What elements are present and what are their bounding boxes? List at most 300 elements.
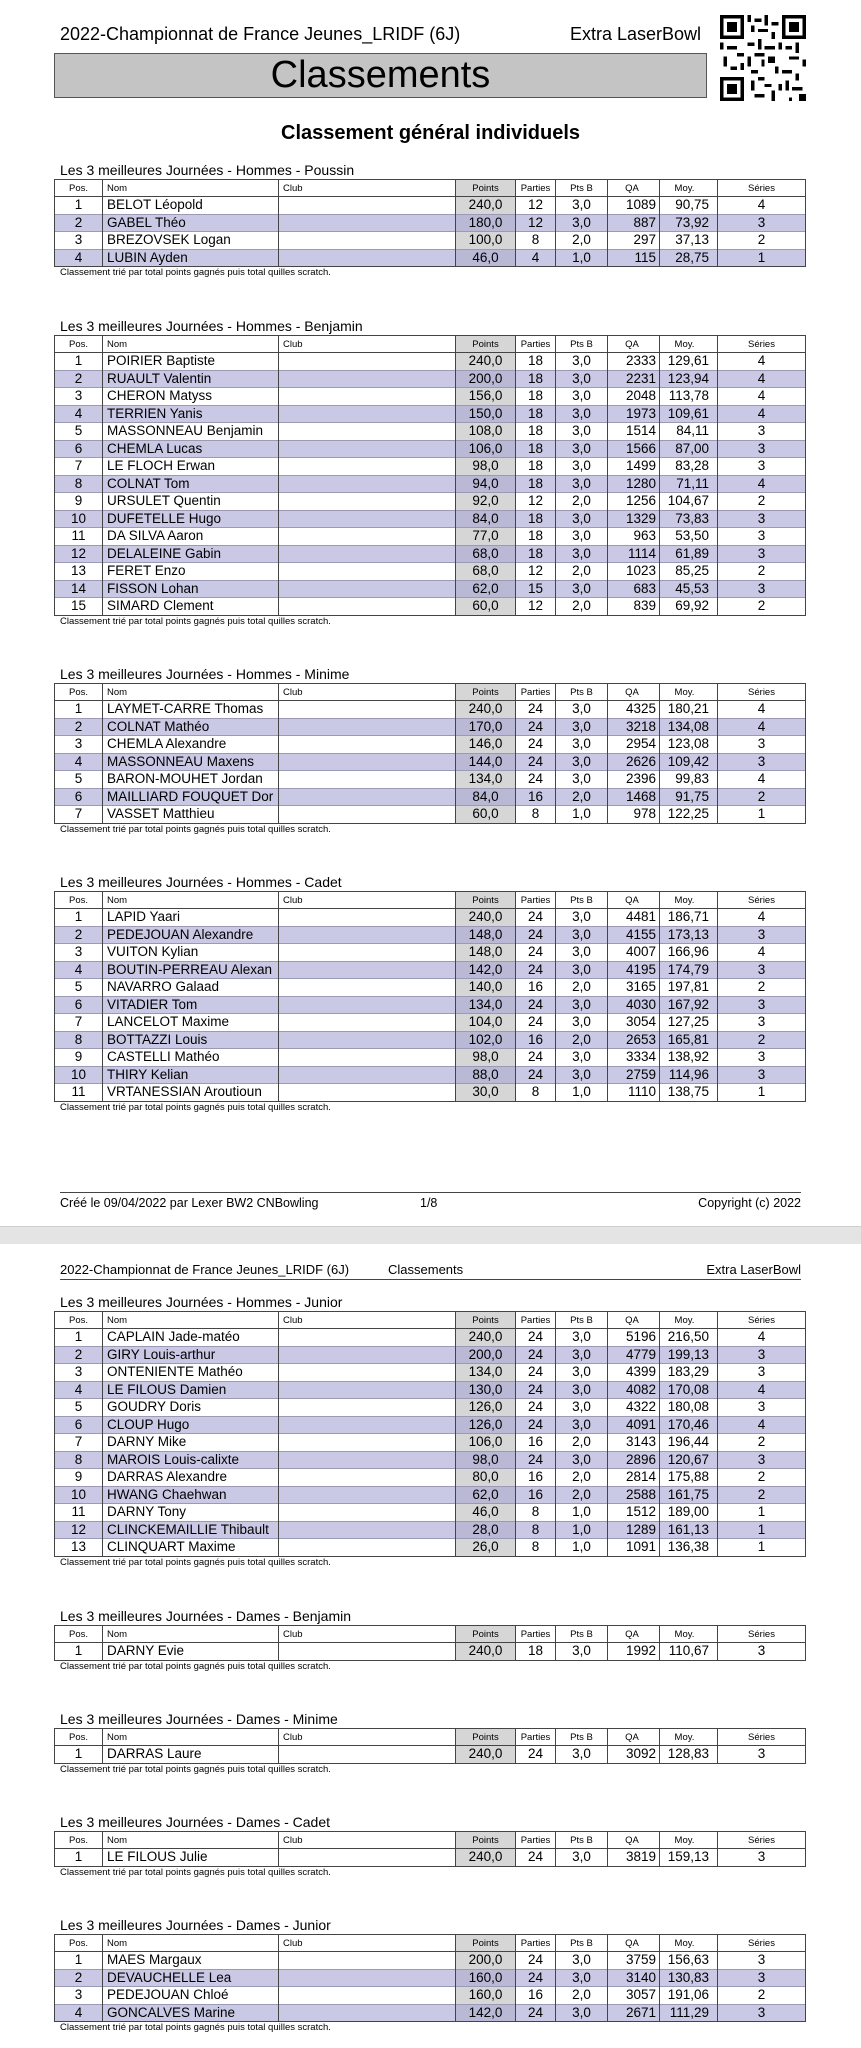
cell-player-name: VRTANESSIAN Aroutioun — [103, 1084, 279, 1102]
cell-moyenne: 73,92 — [660, 214, 718, 232]
table-row — [55, 1451, 806, 1469]
table-row — [55, 1364, 806, 1382]
column-header-pts-b: Pts B — [556, 684, 608, 701]
cell-qa: 1566 — [608, 440, 660, 458]
cell-pts-b: 3,0 — [556, 736, 608, 754]
cell-points: 240,0 — [456, 909, 516, 927]
cell-series: 3 — [718, 510, 806, 528]
sort-note: Classement trié par total points gagnés puis total quilles scratch. — [60, 615, 331, 627]
cell-qa: 4779 — [608, 1346, 660, 1364]
cell-moyenne: 180,08 — [660, 1399, 718, 1417]
cell-moyenne: 37,13 — [660, 232, 718, 250]
cell-moyenne: 28,75 — [660, 249, 718, 267]
cell-player-name: LAPID Yaari — [103, 909, 279, 927]
table-row — [55, 701, 806, 719]
cell-pts-b: 3,0 — [556, 1643, 608, 1661]
cell-player-name: BOTTAZZI Louis — [103, 1031, 279, 1049]
cell-player-name: LE FILOUS Julie — [103, 1849, 279, 1867]
column-header-player-name: Nom — [103, 892, 279, 909]
cell-club — [279, 440, 456, 458]
column-header-parties: Parties — [516, 684, 556, 701]
column-header-player-name: Nom — [103, 1935, 279, 1952]
column-header-moyenne: Moy. — [660, 1832, 718, 1849]
cell-series: 4 — [718, 718, 806, 736]
cell-player-name: LE FLOCH Erwan — [103, 458, 279, 476]
section-title: Les 3 meilleures Journées - Hommes - Benjamin — [60, 318, 363, 334]
cell-parties: 18 — [516, 405, 556, 423]
column-header-series: Séries — [718, 684, 806, 701]
cell-moyenne: 53,50 — [660, 528, 718, 546]
column-header-qa: QA — [608, 684, 660, 701]
cell-pts-b: 3,0 — [556, 961, 608, 979]
cell-parties: 8 — [516, 1084, 556, 1102]
cell-moyenne: 216,50 — [660, 1329, 718, 1347]
cell-parties: 4 — [516, 249, 556, 267]
cell-qa: 2333 — [608, 353, 660, 371]
cell-parties: 24 — [516, 1329, 556, 1347]
column-header-qa: QA — [608, 1935, 660, 1952]
table-row — [55, 563, 806, 581]
cell-pts-b: 1,0 — [556, 249, 608, 267]
cell-player-name: FERET Enzo — [103, 563, 279, 581]
cell-pts-b: 3,0 — [556, 944, 608, 962]
cell-position: 5 — [55, 979, 103, 997]
column-header-player-name: Nom — [103, 180, 279, 197]
cell-player-name: CLINCKEMAILLIE Thibault — [103, 1521, 279, 1539]
cell-points: 146,0 — [456, 736, 516, 754]
table-row — [55, 1031, 806, 1049]
cell-qa: 1114 — [608, 545, 660, 563]
cell-pts-b: 3,0 — [556, 440, 608, 458]
cell-moyenne: 191,06 — [660, 1987, 718, 2005]
cell-player-name: POIRIER Baptiste — [103, 353, 279, 371]
cell-parties: 18 — [516, 353, 556, 371]
column-header-series: Séries — [718, 892, 806, 909]
cell-club — [279, 1952, 456, 1970]
cell-position: 4 — [55, 405, 103, 423]
cell-player-name: CLINQUART Maxime — [103, 1539, 279, 1557]
cell-moyenne: 199,13 — [660, 1346, 718, 1364]
cell-moyenne: 111,29 — [660, 2004, 718, 2022]
column-header-position: Pos. — [55, 180, 103, 197]
cell-points: 156,0 — [456, 388, 516, 406]
cell-qa: 4082 — [608, 1381, 660, 1399]
cell-series: 4 — [718, 944, 806, 962]
cell-club — [279, 961, 456, 979]
cell-parties: 24 — [516, 1969, 556, 1987]
cell-pts-b: 2,0 — [556, 1434, 608, 1452]
table-row — [55, 2004, 806, 2022]
cell-position: 2 — [55, 1346, 103, 1364]
column-header-pts-b: Pts B — [556, 1935, 608, 1952]
cell-qa: 4007 — [608, 944, 660, 962]
cell-moyenne: 156,63 — [660, 1952, 718, 1970]
table-row — [55, 370, 806, 388]
cell-series: 3 — [718, 1014, 806, 1032]
cell-series: 4 — [718, 388, 806, 406]
cell-qa: 3759 — [608, 1952, 660, 1970]
cell-series: 4 — [718, 1416, 806, 1434]
cell-player-name: HWANG Chaehwan — [103, 1486, 279, 1504]
column-header-player-name: Nom — [103, 684, 279, 701]
cell-points: 104,0 — [456, 1014, 516, 1032]
cell-moyenne: 45,53 — [660, 580, 718, 598]
cell-qa: 5196 — [608, 1329, 660, 1347]
cell-series: 3 — [718, 1952, 806, 1970]
cell-club — [279, 423, 456, 441]
table-row — [55, 458, 806, 476]
cell-qa: 1468 — [608, 788, 660, 806]
cell-moyenne: 136,38 — [660, 1539, 718, 1557]
table-row — [55, 598, 806, 616]
cell-series: 2 — [718, 1469, 806, 1487]
cell-parties: 24 — [516, 1049, 556, 1067]
cell-moyenne: 167,92 — [660, 996, 718, 1014]
column-header-club: Club — [279, 336, 456, 353]
table-row — [55, 1521, 806, 1539]
cell-points: 142,0 — [456, 2004, 516, 2022]
cell-parties: 15 — [516, 580, 556, 598]
cell-club — [279, 1364, 456, 1382]
cell-qa: 1256 — [608, 493, 660, 511]
section-title: Les 3 meilleures Journées - Dames - Benjamin — [60, 1608, 352, 1624]
table-row — [55, 197, 806, 215]
cell-parties: 16 — [516, 1469, 556, 1487]
cell-series: 2 — [718, 788, 806, 806]
cell-parties: 16 — [516, 1486, 556, 1504]
cell-moyenne: 109,61 — [660, 405, 718, 423]
cell-position: 14 — [55, 580, 103, 598]
cell-pts-b: 3,0 — [556, 1329, 608, 1347]
document-title: 2022-Championnat de France Jeunes_LRIDF (6J) — [60, 24, 461, 44]
cell-club — [279, 214, 456, 232]
cell-parties: 24 — [516, 996, 556, 1014]
cell-moyenne: 87,00 — [660, 440, 718, 458]
column-header-club: Club — [279, 892, 456, 909]
cell-pts-b: 3,0 — [556, 475, 608, 493]
column-header-qa: QA — [608, 892, 660, 909]
cell-qa: 2626 — [608, 753, 660, 771]
cell-points: 30,0 — [456, 1084, 516, 1102]
cell-points: 170,0 — [456, 718, 516, 736]
section-dames-benjamin — [54, 1608, 805, 1673]
cell-player-name: MAILLIARD FOUQUET Dor — [103, 788, 279, 806]
cell-position: 3 — [55, 944, 103, 962]
cell-points: 98,0 — [456, 1049, 516, 1067]
cell-moyenne: 71,11 — [660, 475, 718, 493]
cell-points: 60,0 — [456, 806, 516, 824]
cell-moyenne: 113,78 — [660, 388, 718, 406]
table-row — [55, 1346, 806, 1364]
cell-club — [279, 753, 456, 771]
cell-moyenne: 120,67 — [660, 1451, 718, 1469]
cell-points: 92,0 — [456, 493, 516, 511]
table-row — [55, 1066, 806, 1084]
cell-club — [279, 944, 456, 962]
cell-pts-b: 2,0 — [556, 1987, 608, 2005]
table-row — [55, 214, 806, 232]
cell-parties: 24 — [516, 1346, 556, 1364]
sort-note: Classement trié par total points gagnés puis total quilles scratch. — [60, 1866, 331, 1878]
cell-player-name: GOUDRY Doris — [103, 1399, 279, 1417]
cell-club — [279, 788, 456, 806]
column-header-club: Club — [279, 180, 456, 197]
column-header-series: Séries — [718, 1935, 806, 1952]
cell-club — [279, 1049, 456, 1067]
cell-points: 46,0 — [456, 249, 516, 267]
cell-series: 3 — [718, 545, 806, 563]
table-row — [55, 528, 806, 546]
cell-qa: 1329 — [608, 510, 660, 528]
column-header-position: Pos. — [55, 1729, 103, 1746]
column-header-points: Points — [456, 1729, 516, 1746]
ranking-table — [54, 335, 806, 616]
cell-moyenne: 180,21 — [660, 701, 718, 719]
cell-pts-b: 3,0 — [556, 1849, 608, 1867]
cell-position: 4 — [55, 753, 103, 771]
cell-pts-b: 3,0 — [556, 1746, 608, 1764]
cell-moyenne: 159,13 — [660, 1849, 718, 1867]
cell-club — [279, 563, 456, 581]
cell-pts-b: 3,0 — [556, 1014, 608, 1032]
cell-player-name: GONCALVES Marine — [103, 2004, 279, 2022]
cell-pts-b: 3,0 — [556, 701, 608, 719]
footer-copyright: Copyright (c) 2022 — [698, 1196, 801, 1210]
cell-club — [279, 1451, 456, 1469]
cell-pts-b: 2,0 — [556, 1486, 608, 1504]
classements-banner: Classements — [54, 53, 707, 98]
cell-parties: 24 — [516, 961, 556, 979]
cell-player-name: MAROIS Louis-calixte — [103, 1451, 279, 1469]
cell-moyenne: 61,89 — [660, 545, 718, 563]
cell-pts-b: 3,0 — [556, 718, 608, 736]
cell-points: 68,0 — [456, 563, 516, 581]
cell-series: 2 — [718, 1031, 806, 1049]
column-header-moyenne: Moy. — [660, 1626, 718, 1643]
cell-position: 13 — [55, 1539, 103, 1557]
cell-pts-b: 2,0 — [556, 598, 608, 616]
table-row — [55, 996, 806, 1014]
cell-player-name: MASSONNEAU Maxens — [103, 753, 279, 771]
cell-parties: 18 — [516, 458, 556, 476]
cell-position: 10 — [55, 510, 103, 528]
cell-points: 80,0 — [456, 1469, 516, 1487]
table-row — [55, 423, 806, 441]
cell-player-name: LE FILOUS Damien — [103, 1381, 279, 1399]
cell-pts-b: 3,0 — [556, 197, 608, 215]
cell-series: 3 — [718, 1643, 806, 1661]
cell-qa: 3165 — [608, 979, 660, 997]
cell-series: 2 — [718, 563, 806, 581]
column-header-player-name: Nom — [103, 336, 279, 353]
cell-points: 240,0 — [456, 1329, 516, 1347]
cell-club — [279, 1521, 456, 1539]
cell-points: 126,0 — [456, 1416, 516, 1434]
cell-player-name: CHEMLA Lucas — [103, 440, 279, 458]
cell-qa: 4481 — [608, 909, 660, 927]
cell-series: 3 — [718, 214, 806, 232]
section-title: Les 3 meilleures Journées - Dames - Cadet — [60, 1814, 331, 1830]
table-row — [55, 806, 806, 824]
cell-club — [279, 979, 456, 997]
ranking-table — [54, 1831, 806, 1867]
cell-qa: 839 — [608, 598, 660, 616]
cell-points: 240,0 — [456, 1746, 516, 1764]
column-header-parties: Parties — [516, 1312, 556, 1329]
cell-qa: 1089 — [608, 197, 660, 215]
cell-player-name: LANCELOT Maxime — [103, 1014, 279, 1032]
cell-pts-b: 2,0 — [556, 979, 608, 997]
cell-club — [279, 510, 456, 528]
column-header-club: Club — [279, 684, 456, 701]
cell-series: 4 — [718, 353, 806, 371]
cell-points: 46,0 — [456, 1504, 516, 1522]
column-header-parties: Parties — [516, 1729, 556, 1746]
cell-position: 12 — [55, 545, 103, 563]
cell-club — [279, 1399, 456, 1417]
column-header-parties: Parties — [516, 1832, 556, 1849]
column-header-pts-b: Pts B — [556, 1832, 608, 1849]
table-row — [55, 388, 806, 406]
cell-series: 3 — [718, 2004, 806, 2022]
cell-points: 160,0 — [456, 1987, 516, 2005]
cell-moyenne: 196,44 — [660, 1434, 718, 1452]
cell-pts-b: 3,0 — [556, 545, 608, 563]
page-2-header — [60, 1260, 801, 1280]
cell-player-name: COLNAT Tom — [103, 475, 279, 493]
cell-qa: 1091 — [608, 1539, 660, 1557]
cell-pts-b: 3,0 — [556, 353, 608, 371]
cell-player-name: COLNAT Mathéo — [103, 718, 279, 736]
cell-moyenne: 189,00 — [660, 1504, 718, 1522]
ranking-table — [54, 1625, 806, 1661]
cell-parties: 12 — [516, 493, 556, 511]
cell-points: 100,0 — [456, 232, 516, 250]
table-row — [55, 1014, 806, 1032]
cell-pts-b: 3,0 — [556, 909, 608, 927]
table-row — [55, 1049, 806, 1067]
cell-position: 6 — [55, 788, 103, 806]
table-row — [55, 1504, 806, 1522]
cell-series: 3 — [718, 1849, 806, 1867]
cell-player-name: DARNY Mike — [103, 1434, 279, 1452]
cell-position: 2 — [55, 718, 103, 736]
cell-club — [279, 388, 456, 406]
cell-player-name: CHEMLA Alexandre — [103, 736, 279, 754]
sort-note: Classement trié par total points gagnés puis total quilles scratch. — [60, 1101, 331, 1113]
cell-club — [279, 1469, 456, 1487]
cell-series: 3 — [718, 1969, 806, 1987]
cell-club — [279, 1084, 456, 1102]
cell-player-name: GABEL Théo — [103, 214, 279, 232]
cell-moyenne: 166,96 — [660, 944, 718, 962]
column-header-points: Points — [456, 1935, 516, 1952]
cell-moyenne: 138,92 — [660, 1049, 718, 1067]
column-header-club: Club — [279, 1626, 456, 1643]
cell-parties: 18 — [516, 440, 556, 458]
column-header-pts-b: Pts B — [556, 180, 608, 197]
cell-qa: 4091 — [608, 1416, 660, 1434]
table-row — [55, 1969, 806, 1987]
cell-qa: 978 — [608, 806, 660, 824]
cell-position: 2 — [55, 1969, 103, 1987]
cell-qa: 3057 — [608, 1987, 660, 2005]
cell-pts-b: 2,0 — [556, 788, 608, 806]
cell-player-name: NAVARRO Galaad — [103, 979, 279, 997]
cell-player-name: DARRAS Laure — [103, 1746, 279, 1764]
cell-position: 11 — [55, 1084, 103, 1102]
column-header-position: Pos. — [55, 1626, 103, 1643]
ranking-table — [54, 1728, 806, 1764]
cell-series: 1 — [718, 1084, 806, 1102]
cell-points: 98,0 — [456, 1451, 516, 1469]
cell-qa: 2814 — [608, 1469, 660, 1487]
cell-points: 108,0 — [456, 423, 516, 441]
table-row — [55, 475, 806, 493]
cell-series: 3 — [718, 1364, 806, 1382]
cell-points: 240,0 — [456, 353, 516, 371]
cell-position: 4 — [55, 2004, 103, 2022]
column-header-position: Pos. — [55, 1935, 103, 1952]
cell-position: 4 — [55, 249, 103, 267]
cell-qa: 1110 — [608, 1084, 660, 1102]
cell-player-name: LUBIN Ayden — [103, 249, 279, 267]
ranking-table — [54, 891, 806, 1102]
footer-page-number: 1/8 — [420, 1196, 438, 1210]
cell-club — [279, 1987, 456, 2005]
section-hommes-benjamin — [54, 318, 805, 628]
column-header-player-name: Nom — [103, 1626, 279, 1643]
cell-pts-b: 1,0 — [556, 806, 608, 824]
cell-moyenne: 123,94 — [660, 370, 718, 388]
cell-moyenne: 165,81 — [660, 1031, 718, 1049]
cell-player-name: BOUTIN-PERREAU Alexan — [103, 961, 279, 979]
cell-player-name: BELOT Léopold — [103, 197, 279, 215]
cell-series: 1 — [718, 806, 806, 824]
column-header-moyenne: Moy. — [660, 180, 718, 197]
table-row — [55, 926, 806, 944]
qr-code-icon — [720, 15, 806, 101]
column-header-qa: QA — [608, 1312, 660, 1329]
cell-player-name: TERRIEN Yanis — [103, 405, 279, 423]
cell-series: 2 — [718, 493, 806, 511]
cell-series: 4 — [718, 1329, 806, 1347]
cell-qa: 4322 — [608, 1399, 660, 1417]
cell-qa: 2653 — [608, 1031, 660, 1049]
cell-club — [279, 1014, 456, 1032]
cell-moyenne: 110,67 — [660, 1643, 718, 1661]
cell-club — [279, 701, 456, 719]
section-title: Les 3 meilleures Journées - Hommes - Poussin — [60, 162, 355, 178]
main-heading: Classement général individuels — [281, 122, 580, 144]
section-dames-junior — [54, 1917, 805, 2034]
cell-points: 140,0 — [456, 979, 516, 997]
cell-parties: 24 — [516, 771, 556, 789]
cell-moyenne: 197,81 — [660, 979, 718, 997]
cell-club — [279, 1849, 456, 1867]
cell-player-name: DARNY Tony — [103, 1504, 279, 1522]
column-header-moyenne: Moy. — [660, 1935, 718, 1952]
cell-series: 3 — [718, 736, 806, 754]
cell-moyenne: 109,42 — [660, 753, 718, 771]
cell-series: 3 — [718, 961, 806, 979]
cell-series: 3 — [718, 926, 806, 944]
cell-qa: 3140 — [608, 1969, 660, 1987]
cell-club — [279, 1031, 456, 1049]
cell-pts-b: 3,0 — [556, 370, 608, 388]
table-row — [55, 1381, 806, 1399]
cell-position: 7 — [55, 1434, 103, 1452]
